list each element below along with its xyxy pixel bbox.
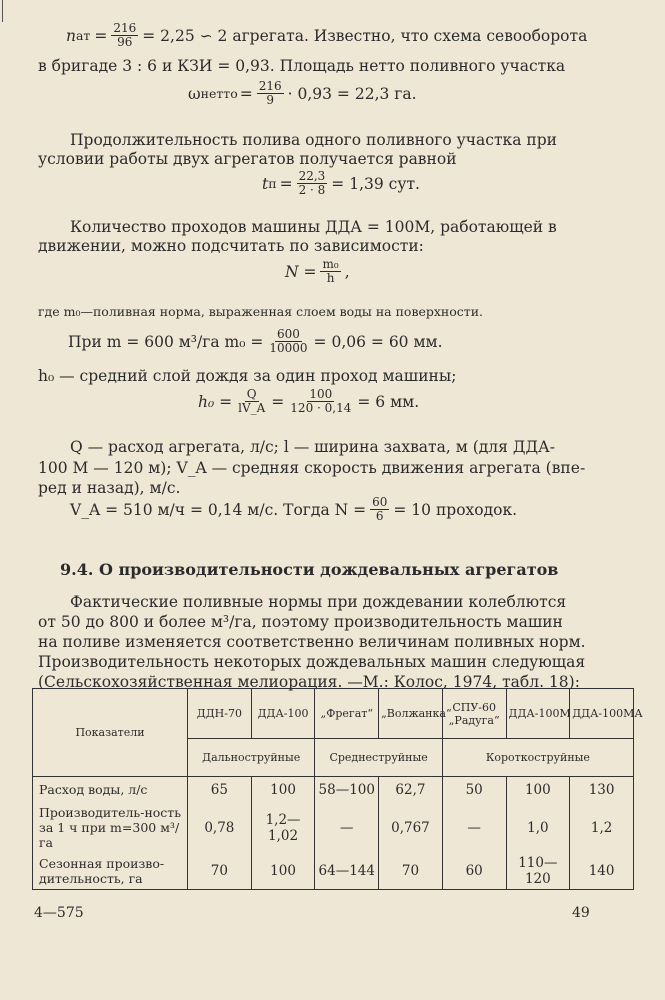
equation-N [285, 258, 350, 285]
text-p4-line5: (Сельскохозяйственная мелиорация. —М.: Колос, 1974, табл. 18): [38, 673, 580, 691]
text-omega-result: · 0,93 = 22,3 га. [287, 84, 417, 103]
cell: 1,2—1,02 [251, 803, 315, 853]
text-va-result: = 10 проходок. [393, 500, 518, 519]
cell: — [442, 803, 506, 853]
row-label: Сезонная произво-дительность, га [33, 853, 188, 890]
frac-num: 60 [372, 495, 388, 509]
text-m0-lhs: При m = 600 м³/га m₀ = [68, 332, 264, 351]
group-header: Короткоструйные [442, 739, 633, 777]
frac-num: 600 [277, 327, 300, 341]
cell: 64—144 [315, 853, 379, 890]
eq-sign: = [94, 26, 108, 45]
text-h0-def: h₀ — средний слой дождя за один проход машины; [38, 367, 457, 385]
machine-header: „Фрегат“ [315, 689, 379, 739]
var-t: t [262, 174, 269, 193]
frac-num: 100 [309, 387, 333, 401]
text-p4-line2: от 50 до 800 и более м³/га, поэтому производительность машин [38, 613, 563, 631]
param-header: Показатели [33, 689, 188, 777]
frac-den: 120 · 0,14 [290, 401, 352, 415]
cell: 1,0 [506, 803, 570, 853]
frac-num: 216 [258, 79, 282, 93]
productivity-table [32, 688, 643, 890]
cell: 62,7 [379, 777, 443, 803]
comma: , [344, 262, 350, 281]
frac-Q-lVA [236, 388, 267, 415]
equation-VA [70, 496, 517, 523]
machine-header: ДДА-100 [251, 689, 315, 739]
cell: 70 [379, 853, 443, 890]
frac-den: 9 [266, 93, 274, 107]
machine-header: ДДН-70 [188, 689, 252, 739]
frac-600-10000 [267, 328, 309, 355]
equation-omega [188, 80, 417, 107]
group-header: Дальноструйные [188, 739, 315, 777]
var-N: N = [285, 262, 317, 281]
text-p2-line2: условии работы двух агрегатов получается равной [38, 150, 457, 168]
sub-netto: нетто [200, 86, 238, 101]
cell: 100 [506, 777, 570, 803]
cell: 140 [570, 853, 634, 890]
sub-at: ат [75, 28, 91, 43]
frac-num: 216 [113, 21, 137, 35]
text-q-line3: ред и назад), м/с. [38, 479, 181, 497]
cell: 60 [442, 853, 506, 890]
equation-n-agr [66, 22, 587, 49]
text-p3-line2: движении, можно подсчитать по зависимости: [38, 237, 424, 255]
page-number: 49 [572, 905, 590, 921]
eq-sign: = [239, 84, 253, 103]
text-h0-result: = 6 мм. [357, 392, 420, 411]
cell: 65 [188, 777, 252, 803]
row-label: Расход воды, л/с [33, 777, 188, 803]
text-tp-result: = 1,39 сут. [331, 174, 420, 193]
text-va-lhs: V_A = 510 м/ч = 0,14 м/с. Тогда N = [70, 500, 367, 519]
text-line2: в бригаде 3 : 6 и КЗИ = 0,93. Площадь нетто поливного участка [38, 57, 566, 75]
machine-header: ДДА-100МА [570, 689, 634, 739]
var-h0: h₀ = [198, 392, 233, 411]
equation-tp [262, 170, 420, 197]
equation-h0 [198, 388, 419, 415]
frac-100-120 [288, 388, 353, 415]
cell: 58—100 [315, 777, 379, 803]
eq-sign: = [279, 174, 293, 193]
machine-header: СПУ-60 „Радуга“ [442, 689, 506, 739]
frac-den: h [326, 271, 335, 285]
frac-216-9 [257, 80, 284, 107]
frac-216-96 [111, 22, 138, 49]
frac-den: 6 [375, 509, 384, 523]
cell: 1,2 [570, 803, 634, 853]
cell: 0,78 [188, 803, 252, 853]
text-where: где m₀—поливная норма, выраженная слоем воды на поверхности. [38, 304, 484, 319]
page-edge-mark [2, 0, 3, 22]
frac-num: 22,3 [298, 169, 326, 183]
text-p4-line3: на поливе изменяется соответственно величинам поливных норм. [38, 633, 586, 651]
row-label: Производитель-ность за 1 ч при m=300 м³/га [33, 803, 188, 853]
frac-num: Q [246, 387, 257, 401]
frac-den: 10000 [269, 341, 308, 355]
text-p2-line1: Продолжительность полива одного поливного участка при [70, 131, 557, 149]
table-row [33, 803, 634, 853]
frac-tp [297, 170, 328, 197]
text-line1: = 2,25 ∽ 2 агрегата. Известно, что схема севооборота [142, 26, 588, 45]
frac-num: m₀ [322, 257, 339, 271]
text-p3-line1: Количество проходов машины ДДА = 100М, работающей в [70, 218, 557, 236]
table-row [33, 777, 634, 803]
cell: 0,767 [379, 803, 443, 853]
signature-mark: 4—575 [34, 905, 84, 921]
cell: 130 [570, 777, 634, 803]
text-p4-line1: Фактические поливные нормы при дождевании колеблются [70, 593, 567, 611]
var-n: n [66, 26, 76, 45]
cell: 70 [188, 853, 252, 890]
frac-den: lV_A [238, 401, 266, 415]
cell: 100 [251, 853, 315, 890]
cell: 110—120 [506, 853, 570, 890]
text-q-line2: 100 М — 120 м); V_A — средняя скорость движения агрегата (впе- [38, 459, 586, 477]
frac-m0-h [320, 258, 340, 285]
machine-header: ДДА-100М [506, 689, 570, 739]
var-omega: ω [188, 84, 201, 103]
eq-sign: = [271, 392, 285, 411]
frac-den: 96 [117, 35, 133, 49]
group-header: Среднеструйные [315, 739, 442, 777]
equation-m0 [68, 328, 443, 355]
sub-p: п [268, 176, 277, 191]
frac-60-6 [370, 496, 389, 523]
frac-den: 2 · 8 [298, 183, 326, 197]
cell: — [315, 803, 379, 853]
machine-header: „Волжанка“ [379, 689, 443, 739]
text-m0-result: = 0,06 = 60 мм. [313, 332, 443, 351]
section-heading: 9.4. О производительности дождевальных агрегатов [60, 560, 559, 579]
cell: 50 [442, 777, 506, 803]
cell: 100 [251, 777, 315, 803]
text-p4-line4: Производительность некоторых дождевальных машин следующая [38, 653, 586, 671]
table-row [33, 853, 634, 890]
text-q-line1: Q — расход агрегата, л/с; l — ширина захвата, м (для ДДА- [70, 438, 556, 456]
